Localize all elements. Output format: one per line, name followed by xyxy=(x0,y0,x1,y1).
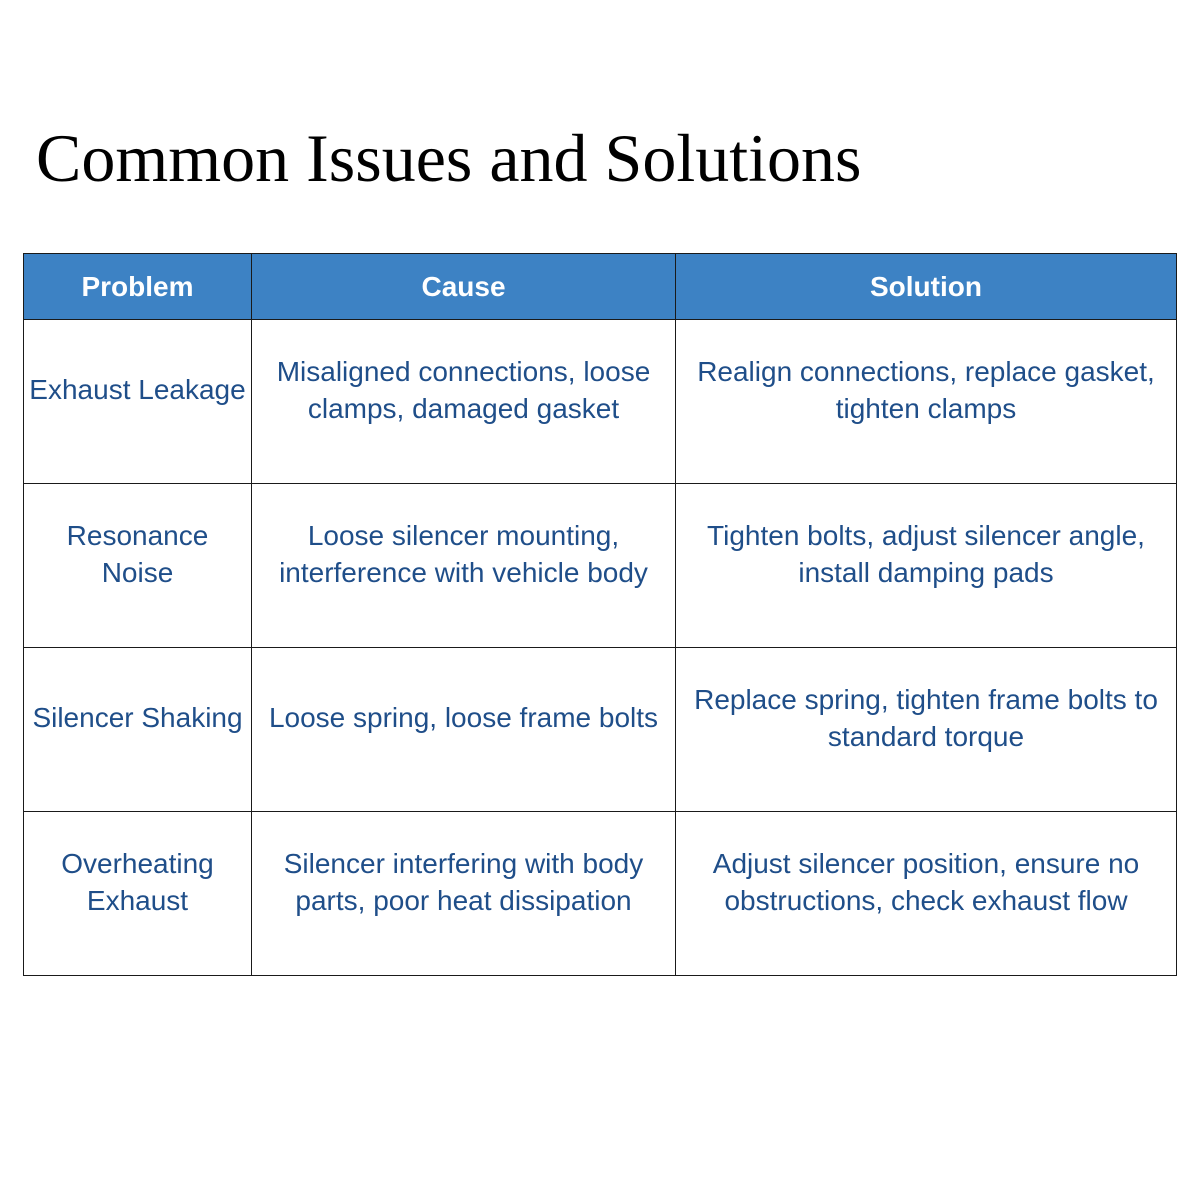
problem-text: Exhaust Leakage xyxy=(29,374,246,405)
table-header-row xyxy=(24,254,1177,320)
cause-text: Silencer interfering with body parts, poor heat dissipation xyxy=(283,847,644,916)
page-title: Common Issues and Solutions xyxy=(36,120,862,196)
solution-text: Realign connections, replace gasket, tighten clamps xyxy=(697,355,1155,424)
cause-text: Loose spring, loose frame bolts xyxy=(268,702,659,733)
solution-cell xyxy=(676,320,1177,484)
cause-cell xyxy=(252,812,676,976)
table-row xyxy=(24,484,1177,648)
problem-text: Resonance Noise xyxy=(66,519,209,588)
problem-text: Overheating Exhaust xyxy=(61,847,214,916)
solution-text: Replace spring, tighten frame bolts to standard torque xyxy=(694,683,1158,752)
problem-cell xyxy=(24,320,252,484)
header-solution: Solution xyxy=(676,254,1177,320)
problem-text: Silencer Shaking xyxy=(32,702,243,733)
header-cause: Cause xyxy=(252,254,676,320)
problem-cell xyxy=(24,812,252,976)
cause-text: Misaligned connections, loose clamps, damaged gasket xyxy=(276,355,651,424)
cause-cell xyxy=(252,648,676,812)
solution-cell xyxy=(676,812,1177,976)
solution-text: Adjust silencer position, ensure no obstructions, check exhaust flow xyxy=(712,847,1140,916)
cause-cell xyxy=(252,320,676,484)
solution-cell xyxy=(676,484,1177,648)
header-problem: Problem xyxy=(24,254,252,320)
table-row xyxy=(24,648,1177,812)
solution-cell xyxy=(676,648,1177,812)
solution-text: Tighten bolts, adjust silencer angle, install damping pads xyxy=(707,519,1145,588)
issues-table xyxy=(23,253,1177,976)
cause-cell xyxy=(252,484,676,648)
problem-cell xyxy=(24,648,252,812)
table-row xyxy=(24,812,1177,976)
cause-text: Loose silencer mounting, interference with vehicle body xyxy=(279,519,648,588)
problem-cell xyxy=(24,484,252,648)
table-row xyxy=(24,320,1177,484)
